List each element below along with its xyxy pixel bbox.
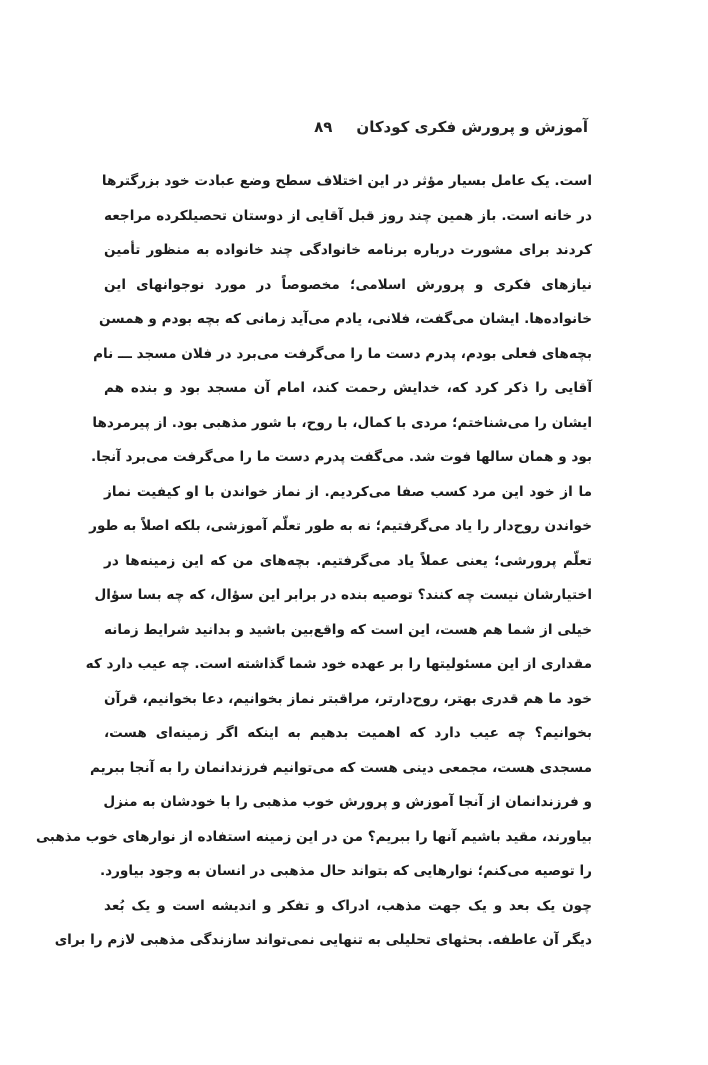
text-line: را توصیه می‌کنم؛ نوارهایی که بتواند حال مذهبی در انسان به وجود بیاورد.: [99, 863, 592, 879]
text-line: بیاورند، مقید باشیم آنها را ببریم؟ من در این زمینه استفاده از نوارهای خوب مذهبی: [36, 828, 592, 845]
text-line: کردند برای مشورت درباره برنامه خانوادگی چند خانواده به منظور تأمین: [104, 242, 592, 258]
running-header: [118, 118, 588, 136]
text-line: آقایی را ذکر کرد که، خدایش رحمت کند، امام آن مسجد بود و بنده هم: [104, 380, 592, 396]
text-line: بخوانیم؟ چه عیب دارد که اهمیت بدهیم به اینکه اگر زمینه‌ای هست،: [104, 725, 592, 741]
text-line: دیگر آن عاطفه. بحثهای تحلیلی به تنهایی نمی‌تواند سازندگی مذهبی لازم را برای: [54, 932, 592, 948]
text-line: و فرزندانمان از آنجا آموزش و پرورش خوب مذهبی را با خودشان به منزل: [103, 794, 592, 810]
body-paragraph: [36, 164, 592, 958]
text-line: بچه‌های فعلی بودم، پدرم دست ما را می‌گرفت می‌برد در فلان مسجد ـــ نام: [93, 345, 592, 362]
text-line: چون یک بعد و یک جهت مذهب، ادراک و تفکر و اندیشه است و یک بُعد: [104, 897, 592, 914]
text-line: خیلی از شما هم هست، این است که واقع‌بین باشید و بدانید شرایط زمانه: [104, 621, 592, 638]
text-line: بود و همان سالها فوت شد. می‌گفت پدرم دست ما را می‌گرفت می‌برد آنجا.: [90, 449, 592, 465]
text-line: مقداری از این مسئولیتها را بر عهده خود شما گذاشته است. چه عیب دارد که: [85, 656, 592, 672]
text-line: اختیارشان نیست چه کنند؟ توصیه بنده در برابر این سؤال، که چه بسا سؤال: [94, 587, 592, 603]
text-line: خواندن روح‌دار را یاد می‌گرفتیم؛ نه به طور تعلّم آموزشی، بلکه اصلاً به طور: [89, 518, 592, 534]
text-line: خود ما هم قدری بهتر، روح‌دارتر، مراقبتر نماز بخوانیم، دعا بخوانیم، قرآن: [104, 690, 592, 707]
text-line: خانواده‌ها. ایشان می‌گفت، فلانی، یادم می‌آید زمانی که بچه بودم و همسن: [99, 311, 592, 327]
running-header-title: آموزش و پرورش فکری کودکان: [356, 118, 588, 136]
text-line: نیازهای فکری و پرورش اسلامی؛ مخصوصاً در مورد نوجوانهای این: [104, 276, 592, 293]
text-line: ایشان را می‌شناختم؛ مردی با کمال، با روح، با شور مذهبی بود. از پیرمردها: [92, 414, 592, 431]
text-line: در خانه است. باز همین چند روز قبل آقایی از دوستان تحصیلکرده مراجعه: [104, 207, 592, 224]
text-line: است. یک عامل بسیار مؤثر در این اختلاف سطح وضع عبادت خود بزرگترها: [101, 173, 592, 189]
page-number: ۸۹: [314, 118, 333, 136]
text-line: مسجدی هست، مجمعی دینی هست که می‌توانیم فرزندانمان را به آنجا ببریم: [89, 759, 592, 776]
text-line: تعلّم پرورشی؛ یعنی عملاً یاد می‌گرفتیم. بچه‌های من که این زمینه‌ها در: [104, 552, 592, 569]
text-line: ما از خود این مرد کسب صفا می‌کردیم. از نماز خواندن با او کیفیت نماز: [104, 483, 592, 500]
